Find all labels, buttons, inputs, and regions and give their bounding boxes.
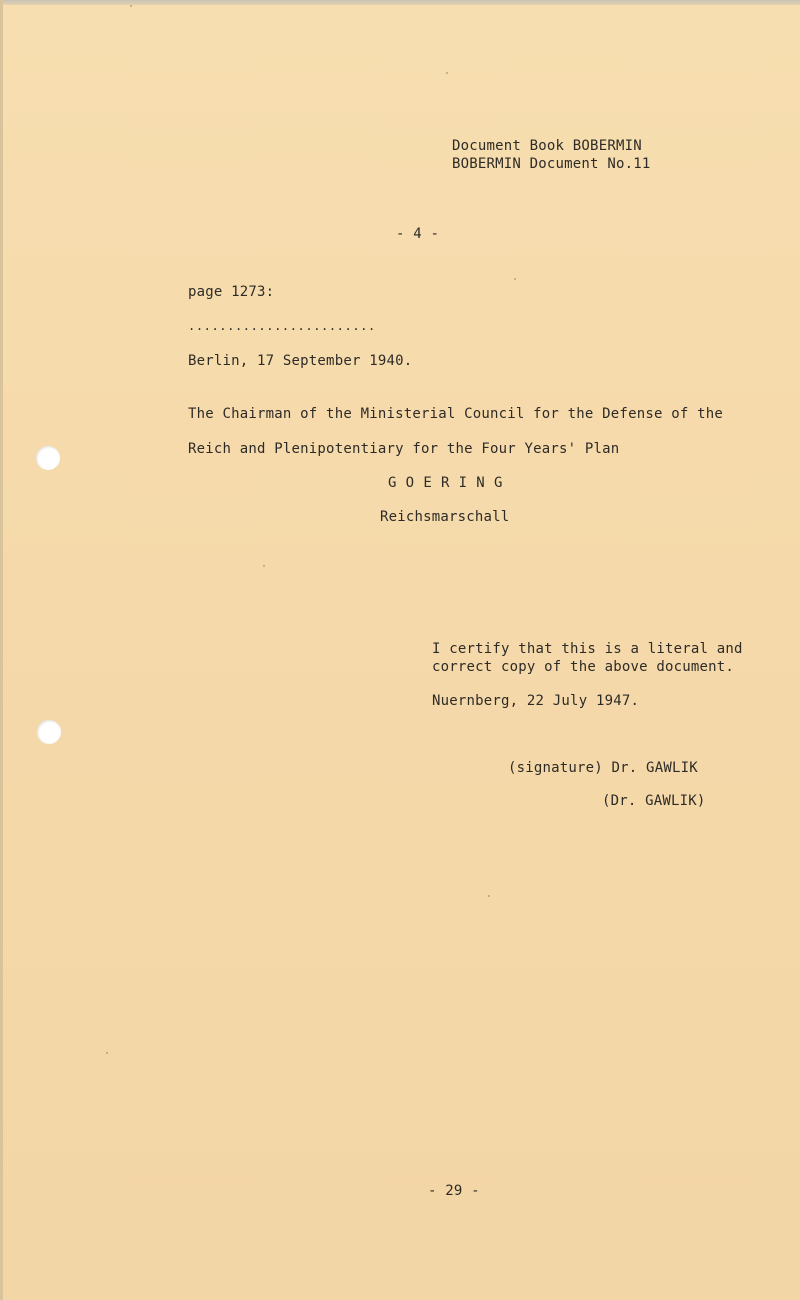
document-number-header: BOBERMIN Document No.11 <box>452 156 651 172</box>
signature-line: (signature) Dr. GAWLIK <box>508 760 698 776</box>
page-reference: page 1273: <box>188 284 275 300</box>
punch-hole-upper <box>36 446 60 470</box>
certification-place-date: Nuernberg, 22 July 1947. <box>432 693 640 709</box>
paper-speck <box>263 565 265 567</box>
footer-page-number: - 29 - <box>428 1183 480 1199</box>
signatory-title: Reichsmarschall <box>380 509 510 525</box>
date-line: Berlin, 17 September 1940. <box>188 353 413 369</box>
paper-speck <box>106 1052 108 1054</box>
paper-speck <box>446 72 448 74</box>
paper-speck <box>488 895 490 897</box>
signature-name: (Dr. GAWLIK) <box>602 793 706 809</box>
page-top-edge <box>0 0 800 5</box>
paper-speck <box>130 5 132 7</box>
signatory-name: G O E R I N G <box>388 475 503 491</box>
punch-hole-lower <box>37 720 61 744</box>
certification-line-2: correct copy of the above document. <box>432 659 735 675</box>
certification-line-1: I certify that this is a literal and <box>432 641 743 657</box>
page-number: - 4 - <box>396 226 440 242</box>
dotted-separator: ........................ <box>188 319 376 333</box>
page-left-edge <box>0 0 3 1300</box>
body-line-2: Reich and Plenipotentiary for the Four Years' Plan <box>188 441 620 457</box>
paper-speck <box>514 278 516 280</box>
document-book-header: Document Book BOBERMIN <box>452 138 642 154</box>
body-line-1: The Chairman of the Ministerial Council for the Defense of the <box>188 406 723 422</box>
